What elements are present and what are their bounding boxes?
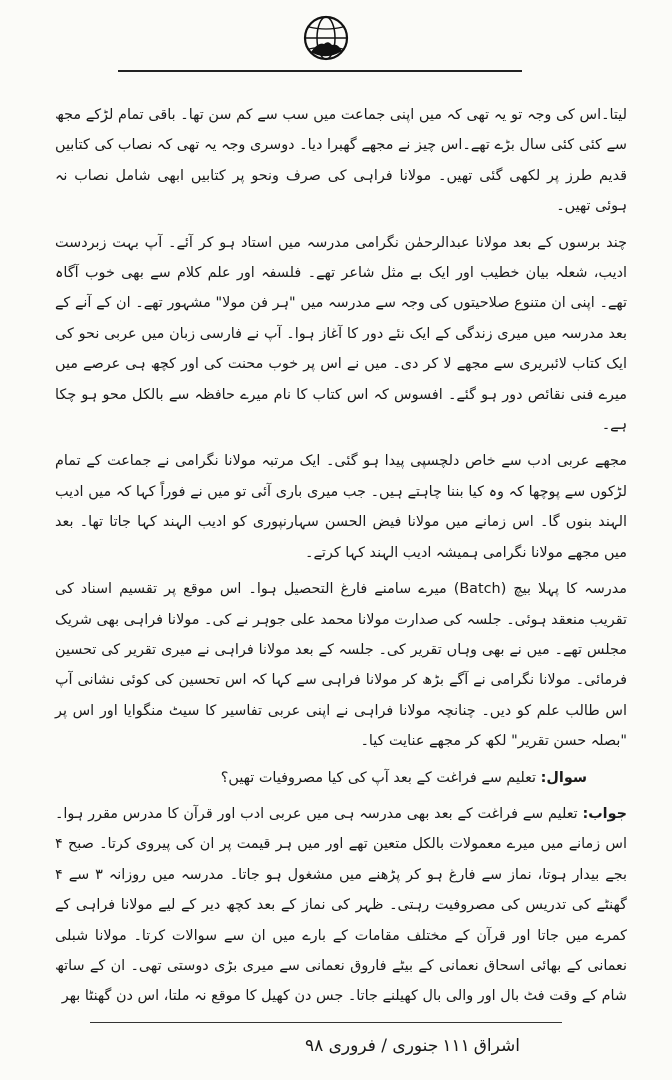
answer [55,799,627,1012]
magazine-name: اشراق [473,1036,520,1056]
paragraph: لیتا۔اس کی وجہ تو یہ تھی کہ میں اپنی جماعت میں سب سے کم سن تھا۔ باقی تمام لڑکے مجھ سے کئی کئی سال بڑے تھے۔اس چیز نے مجھے گھبرا دیا۔ دوسری وجہ یہ تھی کہ نصاب کی کتابیں قدیم طرز پر لکھی گئی تھیں۔ مولانا فراہی کی صرف ونحو پر کتابیں ابھی شامل نصاب نہ ہوئی تھیں۔ [55,107,627,215]
answer-text: تعلیم سے فراغت کے بعد بھی مدرسہ ہی میں عربی ادب اور قرآن کا مدرس مقرر ہوا۔ اس زمانے میں میرے معمولات بالکل متعین تھے اور میں ہر قیمت پر ان کی پیروی کرتا۔ صبح ۴ بجے بیدار ہوتا، نماز سے فارغ ہو کر پڑھنے میں مشغول ہو جاتا۔ مدرسہ میں روزانہ ۳ سے ۴ گھنٹے کی تدریس کی مصروفیت رہتی۔ ظہر کی نماز کے بعد کچھ دیر کے لیے مولانا فراہی کے کمرے میں جاتا اور قرآن کے مختلف مقامات کے بارے میں ان سے سوالات کرتا۔ مولانا شبلی نعمانی کے بھائی اسحاق نعمانی کے بیٹے فاروق نعمانی سے میری بڑی دوستی تھی۔ ان کے ساتھ شام کے وقت فٹ بال اور والی بال کھیلنے جاتا۔ جس دن کھیل کا موقع نہ ملتا، اس دن گھنٹا بھر [55,805,627,1005]
paragraph: مجھے عربی ادب سے خاص دلچسپی پیدا ہو گئی۔ ایک مرتبہ مولانا نگرامی نے جماعت کے تمام لڑکوں سے پوچھا کہ وہ کیا بننا چاہتے ہیں۔ جب میری باری آئی تو میں نے فوراً کہا کہ میں ادیب الہند بنوں گا۔ اس زمانے میں مولانا فیض الحسن سہارنپوری کو ادیب الہند کہا جاتا تھا۔ بعد میں مجھے مولانا نگرامی ہمیشہ ادیب الہند کہا کرتے۔ [55,453,627,561]
article-body [55,100,627,1012]
issue-date: جنوری / فروری ۹۸ [304,1036,439,1056]
header-rule [118,70,522,72]
globe-emblem-icon [302,14,350,62]
question [55,763,627,793]
page-number: ۱۱۱ [442,1036,470,1056]
footer-rule [90,1022,562,1023]
paragraph: مدرسہ کا پہلا بیچ (Batch) میرے سامنے فارغ التحصیل ہوا۔ اس موقع پر تقسیم اسناد کی تقریب منعقد ہوئی۔ جلسہ کی صدارت مولانا محمد علی جوہر نے کی۔ مولانا فراہی بھی شریک مجلس تھے۔ میں نے بھی وہاں تقریر کی۔ جلسہ کے بعد مولانا فراہی نے میری تقریر کی تحسین فرمائی۔ مولانا نگرامی نے آگے بڑھ کر مولانا فراہی سے کہا کہ اس تحسین کی کوئی نشانی آپ اس طالب علم کو دیں۔ چنانچہ مولانا فراہی نے اپنی عربی تفاسیر کا سیٹ منگوایا اور اس پر "بصلہ حسن تقریر" لکھ کر مجھے عنایت کیا۔ [55,581,627,750]
question-text: تعلیم سے فراغت کے بعد آپ کی کیا مصروفیات تھیں؟ [220,769,537,786]
answer-label: جواب: [582,805,627,822]
paragraph: چند برسوں کے بعد مولانا عبدالرحمٰن نگرامی مدرسہ میں استاد ہو کر آئے۔ آپ بہت زبردست ادیب، شعلہ بیان خطیب اور ایک بے مثل شاعر تھے۔ فلسفہ اور علم کلام سے بھی خوب آگاہ تھے۔ اپنی ان متنوع صلاحیتوں کی وجہ سے مدرسہ میں "ہر فن مولا" مشہور تھے۔ ان کے آنے کے بعد مدرسہ میں میری زندگی کے ایک نئے دور کا آغاز ہوا۔ آپ نے فارسی زبان میں عربی نحو کی ایک کتاب لائبریری سے مجھے لا کر دی۔ میں نے اس پر خوب محنت کی اور کچھ ہی عرصے میں میرے فنی نقائص دور ہو گئے۔ افسوس کہ اس کتاب کا نام میرے حافظہ سے بالکل محو ہو چکا ہے۔ [55,234,627,434]
page-footer [120,1028,520,1064]
question-label: سوال: [540,769,587,786]
